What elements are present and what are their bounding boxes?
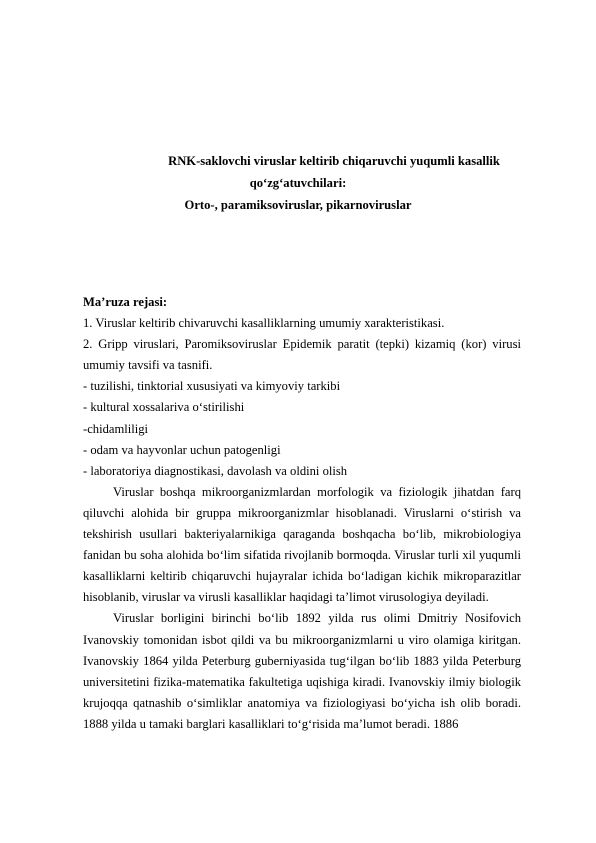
- plan-subitem-cultural: - kultural xossalariva o‘stirilishi: [83, 400, 245, 415]
- paragraph-2: Viruslar borligini birinchi bo‘lib 1892 yilda rus olimi Dmitriy Nosifovich Ivanovskiy tomonidan isbot qildi va bu mikroorganizmlarni u viro olamiga kiritgan. Ivanovskiy 1864 yilda Peterburg guberniyasida tug‘ilgan bo‘lib 1883 yilda Peterburg universitetini fizika-matematika fakultetiga uqishiga kiradi. Ivanovskiy ilmiy biologik krujoqqa qatnashib o‘simliklar anatomiya va fiziologiyasi bo‘yicha ish olib boradi. 1888 yilda u tamaki barglari kasalliklari to‘g‘risida ma’lumot beradi. 1886: [83, 611, 521, 731]
- plan-subitem-diagnostics: - laboratoriya diagnostikasi, davolash va oldini olish: [83, 463, 348, 478]
- title-line-3: Orto-, paramiksoviruslar, pikarnoviruslar: [184, 198, 412, 212]
- plan-subitem-resistance: -chidamliligi: [83, 421, 149, 436]
- plan-subitem-structure: - tuzilishi, tinktorial xususiyati va kimyoviy tarkibi: [83, 379, 341, 394]
- title-line-2: qo‘zg‘atuvchilari:: [249, 176, 347, 190]
- document-body: [83, 292, 521, 735]
- plan-item-2: 2. Gripp viruslari, Paromiksoviruslar Epidemik paratit (tepki) kizamiq (kor) virusi umumiy tavsifi va tasnifi.: [83, 337, 521, 373]
- title-line-1: RNK-saklovchi viruslar keltirib chiqaruvchi yuqumli kasallik: [168, 154, 500, 168]
- paragraph-1: Viruslar boshqa mikroorganizmlardan morfologik va fiziologik jihatdan farq qiluvchi alohida bir gruppa mikroorganizmlar hisoblanadi. Viruslarni o‘stirish va tekshirish usullari bakteriyalarnikiga qaraganda boshqacha bo‘lib, mikrobiologiya fanidan bu soha alohida bo‘lim sifatida rivojlanib bormoqda. Viruslar turli xil yuqumli kasalliklarni keltirib chiqaruvchi hujayralar ichida bo‘ladigan kichik mikroparazitlar hisoblanib, viruslar va virusli kasalliklar haqidagi ta’limot virusologiya deyiladi.: [83, 484, 521, 605]
- plan-subitem-pathogenicity: - odam va hayvonlar uchun patogenligi: [83, 442, 281, 457]
- plan-heading: Ma’ruza rejasi:: [83, 295, 168, 309]
- plan-item-1: 1. Viruslar keltirib chivaruvchi kasalliklarning umumiy xarakteristikasi.: [83, 316, 445, 331]
